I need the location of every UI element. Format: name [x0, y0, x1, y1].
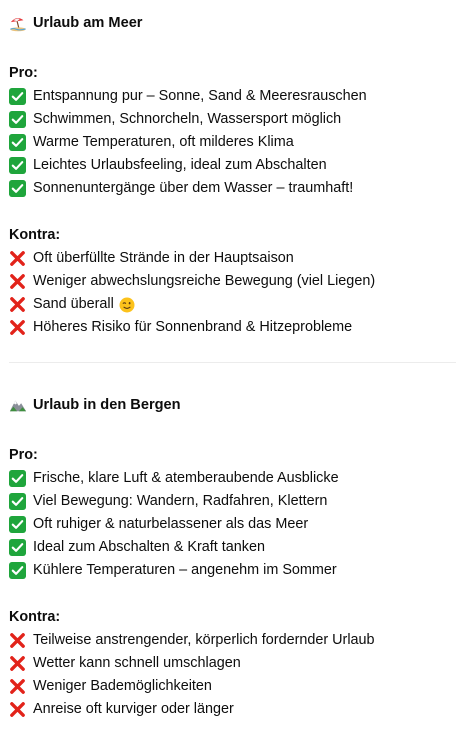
pro-label: Pro:: [9, 65, 38, 81]
list-item: [9, 85, 449, 108]
check-mark-button-icon: [9, 180, 26, 197]
list-item: [9, 536, 449, 559]
item-text: Wetter kann schnell umschlagen: [33, 655, 241, 671]
check-mark-button-icon: [9, 493, 26, 510]
check-mark-button-icon: [9, 539, 26, 556]
check-mark-button-icon: [9, 111, 26, 128]
cross-mark-icon: [9, 319, 26, 336]
item-text: Viel Bewegung: Wandern, Radfahren, Klettern: [33, 493, 328, 509]
list-item: [9, 559, 449, 582]
cross-mark-icon: [9, 250, 26, 267]
pro-list: [9, 85, 449, 200]
check-mark-button-icon: [9, 157, 26, 174]
item-text: Weniger Bademöglichkeiten: [33, 678, 212, 694]
list-item: [9, 177, 449, 200]
check-mark-button-icon: [9, 516, 26, 533]
list-item: [9, 131, 449, 154]
cross-mark-icon: [9, 678, 26, 695]
item-text: Leichtes Urlaubsfeeling, ideal zum Abschalten: [33, 157, 327, 173]
list-item: [9, 490, 449, 513]
section-title: Urlaub am Meer: [33, 14, 143, 31]
list-item: [9, 513, 449, 536]
cross-mark-icon: [9, 701, 26, 718]
beach-umbrella-icon: [9, 14, 27, 32]
cross-mark-icon: [9, 632, 26, 649]
list-item: [9, 652, 449, 675]
list-item: [9, 108, 449, 131]
check-mark-button-icon: [9, 562, 26, 579]
pro-label: Pro:: [9, 447, 38, 463]
item-text: Teilweise anstrengender, körperlich fordernder Urlaub: [33, 632, 375, 648]
cross-mark-icon: [9, 296, 26, 313]
contra-list: [9, 247, 449, 339]
check-mark-button-icon: [9, 134, 26, 151]
item-text: Schwimmen, Schnorcheln, Wassersport möglich: [33, 111, 342, 127]
mountain-icon: [9, 396, 27, 414]
section-mountains: [9, 393, 449, 721]
item-text: Ideal zum Abschalten & Kraft tanken: [33, 539, 265, 555]
contra-label: Kontra:: [9, 609, 61, 625]
item-text: Warme Temperaturen, oft milderes Klima: [33, 134, 294, 150]
item-text: Höheres Risiko für Sonnenbrand & Hitzeprobleme: [33, 319, 353, 335]
divider: [9, 362, 456, 363]
list-item: [9, 629, 449, 652]
contra-list: [9, 629, 449, 721]
list-item: [9, 270, 449, 293]
section-title: Urlaub in den Bergen: [33, 396, 181, 413]
item-text: Weniger abwechslungsreiche Bewegung (viel Liegen): [33, 273, 376, 289]
list-item: [9, 467, 449, 490]
cross-mark-icon: [9, 655, 26, 672]
item-text: Oft ruhiger & naturbelassener als das Meer: [33, 516, 309, 532]
list-item: [9, 675, 449, 698]
item-text: Frische, klare Luft & atemberaubende Ausblicke: [33, 470, 339, 486]
section-heading: [9, 393, 449, 417]
item-text: Sonnenuntergänge über dem Wasser – traumhaft!: [33, 180, 354, 196]
item-text: Oft überfüllte Strände in der Hauptsaison: [33, 250, 294, 266]
item-text: Kühlere Temperaturen – angenehm im Sommer: [33, 562, 337, 578]
section-heading: [9, 11, 449, 35]
list-item: [9, 316, 449, 339]
winking-face-icon: [119, 297, 135, 313]
list-item: [9, 698, 449, 721]
item-text: Sand überall: [33, 296, 114, 312]
check-mark-button-icon: [9, 470, 26, 487]
item-text: Anreise oft kurviger oder länger: [33, 701, 234, 717]
check-mark-button-icon: [9, 88, 26, 105]
list-item: [9, 293, 449, 316]
section-beach: [9, 11, 449, 339]
contra-label: Kontra:: [9, 227, 61, 243]
cross-mark-icon: [9, 273, 26, 290]
list-item: [9, 247, 449, 270]
pro-list: [9, 467, 449, 582]
item-text: Entspannung pur – Sonne, Sand & Meeresrauschen: [33, 88, 367, 104]
list-item: [9, 154, 449, 177]
